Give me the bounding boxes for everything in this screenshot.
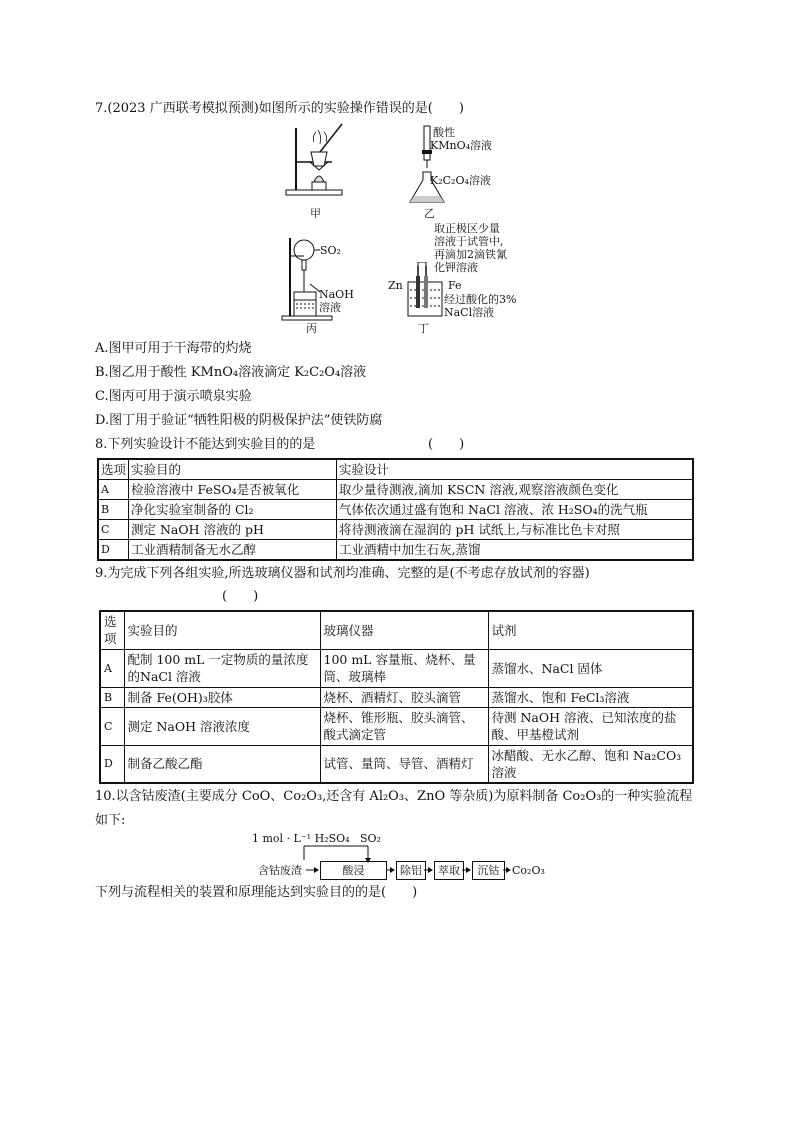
table-row [98,540,693,561]
q7-option-b: B.图乙用于酸性 KMnO₄溶液滴定 K₂C₂O₄溶液 [95,365,367,380]
option-cell: B [100,687,124,707]
q9-table [99,610,694,784]
label-yi-top: 酸性 [433,126,455,139]
glassware-cell: 烧杯、锥形瓶、胶头滴管、酸式滴定管 [320,707,488,745]
flow-step-precipitate-co: 沉钴 [472,861,505,880]
purpose-cell: 制备 Fe(OH)₃胶体 [124,687,320,707]
label-jia: 甲 [310,207,321,220]
glassware-cell: 100 mL 容量瓶、烧杯、量筒、玻璃棒 [320,649,488,687]
q10-question: 下列与流程相关的装置和原理能达到实验目的的是( ) [95,885,418,900]
header-cell: 玻璃仪器 [320,611,488,649]
q8-stem: 8.下列实验设计不能达到实验目的的是 [95,437,316,452]
header-cell: 试剂 [488,611,693,649]
purpose-cell: 净化实验室制备的 Cl₂ [129,500,337,520]
design-cell: 将待测液滴在湿润的 pH 试纸上,与标准比色卡对照 [337,520,693,540]
label-bing-so2: SO₂ [320,244,341,257]
design-cell: 气体依次通过盛有饱和 NaCl 溶液、浓 H₂SO₄的洗气瓶 [337,500,693,520]
q7-option-d: D.图丁用于验证“牺牲阳极的阴极保护法”使铁防腐 [95,413,383,428]
design-cell: 工业酒精中加生石灰,蒸馏 [337,540,693,561]
table-header-row [98,459,693,480]
flow-start: 含钴废渣 [258,864,302,877]
design-cell: 取少量待测液,滴加 KSCN 溶液,观察溶液颜色变化 [337,480,693,500]
reagent-cell: 蒸馏水、NaCl 固体 [488,649,693,687]
table-row [100,687,693,707]
flow-step-remove-al: 除铝 [396,861,426,880]
reagent-cell: 待测 NaOH 溶液、已知浓度的盐酸、甲基橙试剂 [488,707,693,745]
label-ding-fe: Fe [448,279,462,292]
crucible [311,152,327,166]
purpose-cell: 工业酒精制备无水乙醇 [129,540,337,561]
label-bing-solution: 溶液 [319,301,341,314]
header-cell: 实验设计 [337,459,693,480]
reagent-cell: 冰醋酸、无水乙醇、饱和 Na₂CO₃溶液 [488,745,693,783]
header-cell: 实验目的 [129,459,337,480]
q9-stem: 9.为完成下列各组实验,所选玻璃仪器和试剂均准确、完整的是(不考虑存放试剂的容器) [95,566,590,581]
rod [320,124,342,152]
glassware-cell: 试管、量筒、导管、酒精灯 [320,745,488,783]
flow-reagent-so2: SO₂ [360,832,381,845]
purpose-cell: 测定 NaOH 溶液的 pH [129,520,337,540]
label-bing-naoh: NaOH [319,288,354,301]
table-row [98,500,693,520]
figure-jia [280,122,360,204]
option-cell: D [98,540,129,561]
label-ding-nacl2: NaCl溶液 [444,306,495,319]
option-cell: D [100,745,124,783]
label-ding-zn: Zn [388,279,403,292]
label-ding-nacl1: 经过酸化的3% [444,293,517,306]
label-ding-line1: 取正极区少量 [434,222,500,235]
q10-stem-line1: 10.以含钴废渣(主要成分 CoO、Co₂O₃,还含有 Al₂O₃、ZnO 等杂质)为原料制备 Co₂O₃的一种实验流程 [95,789,693,804]
q7-option-c: C.图丙可用于演示喷泉实验 [95,389,252,404]
label-ding-line4: 化钾溶液 [434,261,478,274]
label-yi-k2c2o4: K₂C₂O₄溶液 [430,174,491,187]
label-yi-kmno4: KMnO₄溶液 [430,139,492,152]
q9-answer-paren: ( ) [222,589,259,604]
table-header-row [100,611,693,649]
flow-step-acid-leach: 酸浸 [320,861,387,880]
option-cell: C [98,520,129,540]
figure-ding [404,262,444,322]
q8-answer-paren: ( ) [428,437,465,452]
table-row [98,520,693,540]
purpose-cell: 配制 100 mL 一定物质的量浓度的NaCl 溶液 [124,649,320,687]
label-ding-line2: 溶液于试管中, [434,235,504,248]
burner [312,182,326,190]
round-flask [294,240,314,260]
option-cell: C [100,707,124,745]
flame [314,176,324,182]
option-cell: A [100,649,124,687]
q7-option-a: A.图甲可用于干海带的灼烧 [95,341,252,356]
purpose-cell: 测定 NaOH 溶液浓度 [124,707,320,745]
reagent-cell: 蒸馏水、饱和 FeCl₃溶液 [488,687,693,707]
q10-stem-line2: 如下: [95,813,126,828]
table-row [98,480,693,500]
flow-reagent-h2so4: 1 mol · L⁻¹ H₂SO₄ [252,832,350,845]
flow-end: Co₂O₃ [512,864,545,877]
option-cell: B [98,500,129,520]
option-cell: A [98,480,129,500]
label-ding: 丁 [418,322,429,335]
purpose-cell: 检验溶液中 FeSO₄是否被氧化 [129,480,337,500]
purpose-cell: 制备乙酸乙酯 [124,745,320,783]
header-cell: 选项 [98,459,129,480]
table-row [100,649,693,687]
label-bing: 丙 [306,322,317,335]
stand-base [286,190,342,195]
q8-table [97,458,694,561]
table-row [100,745,693,783]
header-cell: 选项 [100,611,124,649]
glassware-cell: 烧杯、酒精灯、胶头滴管 [320,687,488,707]
table-row [100,707,693,745]
q7-stem: 7.(2023 广西联考模拟预测)如图所示的实验操作错误的是( ) [95,101,464,116]
label-yi: 乙 [424,207,435,220]
flow-step-extraction: 萃取 [434,861,464,880]
header-cell: 实验目的 [124,611,320,649]
label-ding-line3: 再滴加2滴铁氰 [434,248,507,261]
